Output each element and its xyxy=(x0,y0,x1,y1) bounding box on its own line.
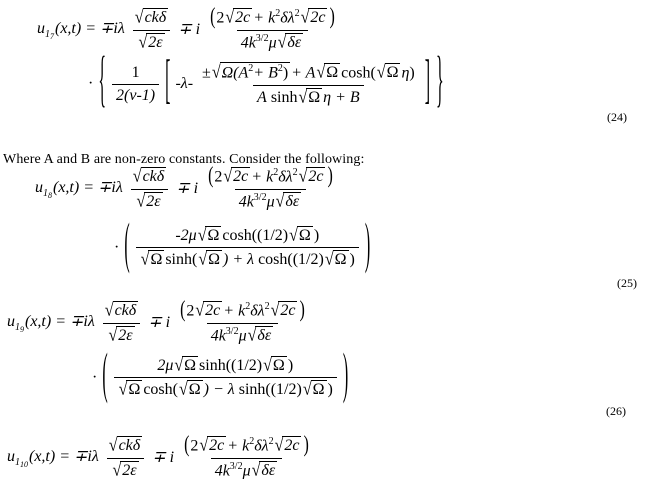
radical xyxy=(223,167,250,186)
math-token: (x,t) = ∓iλ xyxy=(55,19,125,37)
radical-sign: √ xyxy=(298,167,308,187)
radical-sign: √ xyxy=(324,250,334,270)
plus-minus-sign: ± xyxy=(202,64,211,82)
fraction xyxy=(104,436,147,480)
radical xyxy=(179,380,203,399)
radical-sign: √ xyxy=(211,63,221,83)
math-subsubscript: 9 xyxy=(20,324,24,334)
math-superscript: 2 xyxy=(292,167,298,178)
denominator xyxy=(211,458,282,481)
math-token: ) + λ xyxy=(223,251,255,269)
numerator xyxy=(130,8,173,29)
radical xyxy=(325,250,349,269)
radicand: ckδ xyxy=(144,9,167,27)
math-subscript: 1 xyxy=(45,28,50,40)
close-paren: ) xyxy=(349,251,355,269)
radical-sign: √ xyxy=(223,167,233,187)
math-token: + k xyxy=(227,437,250,455)
radicand: 2c xyxy=(233,168,249,186)
fraction xyxy=(128,167,171,211)
math-superscript: 2 xyxy=(277,63,283,74)
fraction xyxy=(112,64,159,106)
radicand: Ω xyxy=(207,227,220,244)
math-superscript: 2 xyxy=(273,167,279,178)
math-token: (x,t) = ∓iλ xyxy=(29,447,99,465)
radical xyxy=(377,63,401,82)
math-subscript: 1 xyxy=(15,456,20,468)
radical-sign: √ xyxy=(263,355,272,375)
radical xyxy=(135,8,168,27)
radical xyxy=(105,301,138,320)
radicand: 2c xyxy=(308,168,324,186)
math-superscript: 3/2 xyxy=(229,460,243,472)
radical-sign: √ xyxy=(108,325,118,345)
radicand: ckδ xyxy=(118,437,141,455)
close-bracket: ] xyxy=(424,53,431,112)
math-token: u xyxy=(35,178,43,196)
radical xyxy=(112,461,138,480)
radicand: Ω xyxy=(150,251,163,269)
numerator xyxy=(153,356,297,377)
math-token: ((1/2) xyxy=(225,357,263,374)
radical-sign: √ xyxy=(302,380,312,400)
close-brace: } xyxy=(436,48,444,115)
math-token: (x,t) = ∓iλ xyxy=(25,312,95,330)
math-subsubscript: 8 xyxy=(48,190,52,200)
radical-sign: √ xyxy=(298,87,308,107)
radicand: ckδ xyxy=(114,302,137,320)
radical-sign: √ xyxy=(277,32,287,52)
math-token: μ xyxy=(268,34,277,52)
radical xyxy=(276,192,302,211)
denominator xyxy=(235,189,306,212)
radicand: Ω xyxy=(326,64,339,82)
paragraph-text: Where A and B are non-zero constants. Consider the following: xyxy=(3,152,365,167)
close-paren: ) xyxy=(299,298,305,323)
math-subscript: 1 xyxy=(15,321,20,333)
math-token: δλ xyxy=(254,437,269,455)
radicand: δε xyxy=(287,34,302,52)
denominator xyxy=(107,458,143,480)
radical xyxy=(133,167,166,186)
equation-number-24: (24) xyxy=(607,110,627,124)
equation-lhs xyxy=(37,20,125,41)
radicand: Ω xyxy=(334,251,347,269)
close-paren: ) xyxy=(329,5,335,30)
math-token: 2μ xyxy=(157,357,174,374)
equation-number-25: (25) xyxy=(617,276,637,290)
math-token: 2 xyxy=(216,9,225,27)
equation-number-26: (26) xyxy=(606,404,626,418)
denominator xyxy=(133,30,169,52)
radical-sign: √ xyxy=(316,63,326,83)
math-superscript: 3/2 xyxy=(253,191,267,203)
multiplication-dot: · xyxy=(88,75,94,93)
math-superscript: 2 xyxy=(249,436,255,447)
open-paren: ( xyxy=(192,251,198,269)
radical-sign: √ xyxy=(174,355,184,375)
denominator xyxy=(114,377,337,399)
equation-25-line1 xyxy=(33,164,341,211)
radical xyxy=(289,226,313,245)
math-token: + B xyxy=(253,64,278,82)
math-token: 4k xyxy=(210,327,226,345)
radical-sign: √ xyxy=(104,301,114,321)
math-superscript: 2 xyxy=(245,301,251,312)
radical-sign: √ xyxy=(376,63,386,83)
radical-sign: √ xyxy=(132,167,142,187)
radicand: 2ε xyxy=(146,192,161,210)
radical xyxy=(109,436,142,455)
math-token: 2 xyxy=(186,302,195,320)
math-token: + A xyxy=(291,64,316,82)
denominator: 2(ν-1) xyxy=(112,84,159,105)
math-token: η xyxy=(401,64,410,82)
radicand: 2c xyxy=(310,9,326,27)
function-name: cosh xyxy=(143,381,173,399)
radical xyxy=(316,63,340,82)
radicand: 2ε xyxy=(148,33,163,51)
radical-sign: √ xyxy=(134,8,144,28)
math-token: Ω(A xyxy=(221,64,249,82)
radicand: Ω xyxy=(128,381,141,399)
radical-sign: √ xyxy=(225,8,235,28)
equation-26-line2 xyxy=(90,345,351,406)
numerator xyxy=(203,164,338,189)
math-superscript: 2 xyxy=(294,8,300,19)
close-paren: ) xyxy=(282,64,289,82)
radical xyxy=(198,226,222,245)
denominator xyxy=(103,323,139,345)
math-token: δλ xyxy=(280,9,295,27)
radicand xyxy=(220,62,291,83)
math-token: -2μ xyxy=(175,227,197,244)
close-paren: ) xyxy=(364,215,371,276)
numerator xyxy=(175,298,310,323)
math-token: (x,t) = ∓iλ xyxy=(53,178,123,196)
equation-26-line1 xyxy=(5,298,313,345)
radical xyxy=(252,461,278,480)
fraction xyxy=(175,298,310,345)
numerator xyxy=(128,167,171,188)
math-token: + k xyxy=(251,168,274,186)
function-name: cosh xyxy=(222,227,252,244)
math-token: μ xyxy=(238,327,247,345)
radicand: 2c xyxy=(280,302,296,320)
numerator xyxy=(205,5,340,30)
radical xyxy=(138,33,164,52)
radicand: Ω xyxy=(272,357,285,374)
radical xyxy=(299,167,326,186)
radical-sign: √ xyxy=(198,250,208,270)
radical xyxy=(263,356,287,375)
math-token: ) − λ xyxy=(203,381,235,399)
radical-sign: √ xyxy=(300,8,310,28)
radical xyxy=(303,380,327,399)
math-token: A xyxy=(257,88,267,106)
fraction xyxy=(100,301,143,345)
math-token: δλ xyxy=(278,168,293,186)
math-superscript: 2 xyxy=(268,436,274,447)
open-paren: ( xyxy=(370,64,376,82)
numerator xyxy=(104,436,147,457)
math-superscript: 2 xyxy=(275,8,281,19)
open-paren: ( xyxy=(124,215,130,276)
radical xyxy=(212,62,290,83)
fraction xyxy=(205,5,340,52)
math-token: μ xyxy=(242,462,251,480)
math-subsubscript: 10 xyxy=(20,459,28,469)
math-token: 2 xyxy=(214,168,223,186)
radical xyxy=(199,436,226,455)
open-bracket: [ xyxy=(165,53,171,112)
radical-sign: √ xyxy=(199,436,209,456)
fraction xyxy=(114,356,337,400)
open-paren: ( xyxy=(180,298,186,323)
math-token: ∓ i xyxy=(148,314,171,332)
math-token: η + B xyxy=(323,88,360,106)
radical-sign: √ xyxy=(274,436,284,456)
equation-24-line2 xyxy=(86,48,447,115)
close-paren: ) xyxy=(287,357,294,374)
radicand: 2c xyxy=(209,437,225,455)
denominator xyxy=(207,323,278,346)
radical-sign: √ xyxy=(138,32,148,52)
radicand: Ω xyxy=(208,251,220,269)
numerator xyxy=(100,301,143,322)
radical-sign: √ xyxy=(270,301,280,321)
radicand: 2c xyxy=(284,437,300,455)
close-paren: ) xyxy=(327,164,333,189)
math-token: ∓ i xyxy=(152,449,175,467)
radical xyxy=(275,436,302,455)
math-token: 2 xyxy=(190,437,199,455)
open-paren: ( xyxy=(102,345,108,406)
function-name: sinh xyxy=(165,251,192,269)
radical-sign: √ xyxy=(289,225,298,245)
math-token: δλ xyxy=(250,302,265,320)
radical-sign: √ xyxy=(251,460,261,480)
radicand: Ω xyxy=(312,381,325,399)
denominator xyxy=(131,189,167,211)
radical xyxy=(278,33,304,52)
radicand: Ω xyxy=(308,88,321,106)
close-paren: ) xyxy=(313,227,320,244)
math-token: 4k xyxy=(238,193,254,211)
radical xyxy=(136,192,162,211)
math-token: u xyxy=(37,19,45,37)
radicand: Ω xyxy=(184,357,197,374)
radicand: ckδ xyxy=(142,168,165,186)
equation-24-line1 xyxy=(35,5,343,52)
radicand: δε xyxy=(285,193,300,211)
radical xyxy=(174,356,198,375)
open-paren: ( xyxy=(208,164,214,189)
function-name: cosh xyxy=(341,64,371,82)
fraction xyxy=(179,433,314,480)
function-name: sinh xyxy=(238,381,266,399)
open-brace: { xyxy=(98,48,107,115)
open-paren: ( xyxy=(210,5,216,30)
radical xyxy=(119,380,143,399)
function-name: sinh xyxy=(199,357,226,374)
close-paren: ) xyxy=(342,345,349,406)
denominator xyxy=(253,85,364,107)
numerator: 1 xyxy=(131,63,140,81)
math-superscript: 2 xyxy=(264,301,270,312)
radical-sign: √ xyxy=(118,380,128,400)
radical xyxy=(271,301,298,320)
radicand: 2c xyxy=(235,9,251,27)
radicand: 2ε xyxy=(118,326,133,344)
radical-sign: √ xyxy=(136,191,146,211)
radicand: δε xyxy=(257,327,272,345)
radical-sign: √ xyxy=(275,191,285,211)
fraction xyxy=(203,164,338,211)
equation-lhs xyxy=(7,448,99,469)
radical xyxy=(299,88,323,107)
radical-sign: √ xyxy=(247,325,257,345)
radical-sign: √ xyxy=(178,380,188,400)
numerator xyxy=(198,62,419,85)
multiplication-dot: · xyxy=(92,368,98,386)
radical-sign: √ xyxy=(140,250,150,270)
equation-27-line1 xyxy=(5,433,317,480)
equation-25-line2 xyxy=(112,215,373,276)
math-token: ((1/2) xyxy=(265,381,302,399)
multiplication-dot: · xyxy=(114,238,120,256)
math-superscript: 2 xyxy=(248,63,254,74)
numerator xyxy=(171,226,323,247)
math-superscript: 3/2 xyxy=(225,325,239,337)
radical xyxy=(198,250,222,269)
denominator xyxy=(136,247,359,269)
radical-sign: √ xyxy=(108,436,118,456)
math-token: + k xyxy=(253,9,276,27)
radical xyxy=(108,326,134,345)
math-token: ((1/2) xyxy=(251,227,289,244)
radicand: 2c xyxy=(205,302,221,320)
close-paren: ) xyxy=(327,381,333,399)
math-subsubscript: 7 xyxy=(50,31,54,41)
radical-sign: √ xyxy=(112,460,122,480)
radicand: δε xyxy=(261,462,276,480)
math-token: u xyxy=(7,447,15,465)
equation-lhs xyxy=(7,313,95,334)
fraction xyxy=(198,62,419,107)
math-token: ∓ i xyxy=(178,21,201,39)
radical xyxy=(225,8,252,27)
radical xyxy=(248,326,274,345)
radical xyxy=(301,8,328,27)
math-token: -λ- xyxy=(175,75,194,93)
denominator xyxy=(237,30,308,53)
math-token: 4k xyxy=(214,462,230,480)
radicand: 2ε xyxy=(122,461,137,479)
equation-lhs xyxy=(35,179,123,200)
function-name: cosh xyxy=(258,251,288,269)
math-token: + k xyxy=(223,302,246,320)
function-name: sinh xyxy=(270,88,298,106)
radical-sign: √ xyxy=(197,225,207,245)
math-token: μ xyxy=(266,193,275,211)
radical xyxy=(195,301,222,320)
radical-sign: √ xyxy=(195,301,205,321)
math-token: ∓ i xyxy=(176,180,199,198)
math-token: 4k xyxy=(240,34,256,52)
radicand: Ω xyxy=(386,64,399,82)
close-paren: ) xyxy=(409,64,415,82)
close-paren: ) xyxy=(303,433,309,458)
radicand: Ω xyxy=(188,381,201,399)
radical xyxy=(141,250,165,269)
open-paren: ( xyxy=(184,433,190,458)
fraction xyxy=(136,226,359,270)
open-paren: ( xyxy=(172,381,178,399)
radicand: Ω xyxy=(298,227,311,244)
math-subscript: 1 xyxy=(43,187,48,199)
math-token: u xyxy=(7,312,15,330)
math-token: ((1/2) xyxy=(287,251,324,269)
fraction xyxy=(130,8,173,52)
numerator xyxy=(179,433,314,458)
math-superscript: 3/2 xyxy=(255,32,269,44)
